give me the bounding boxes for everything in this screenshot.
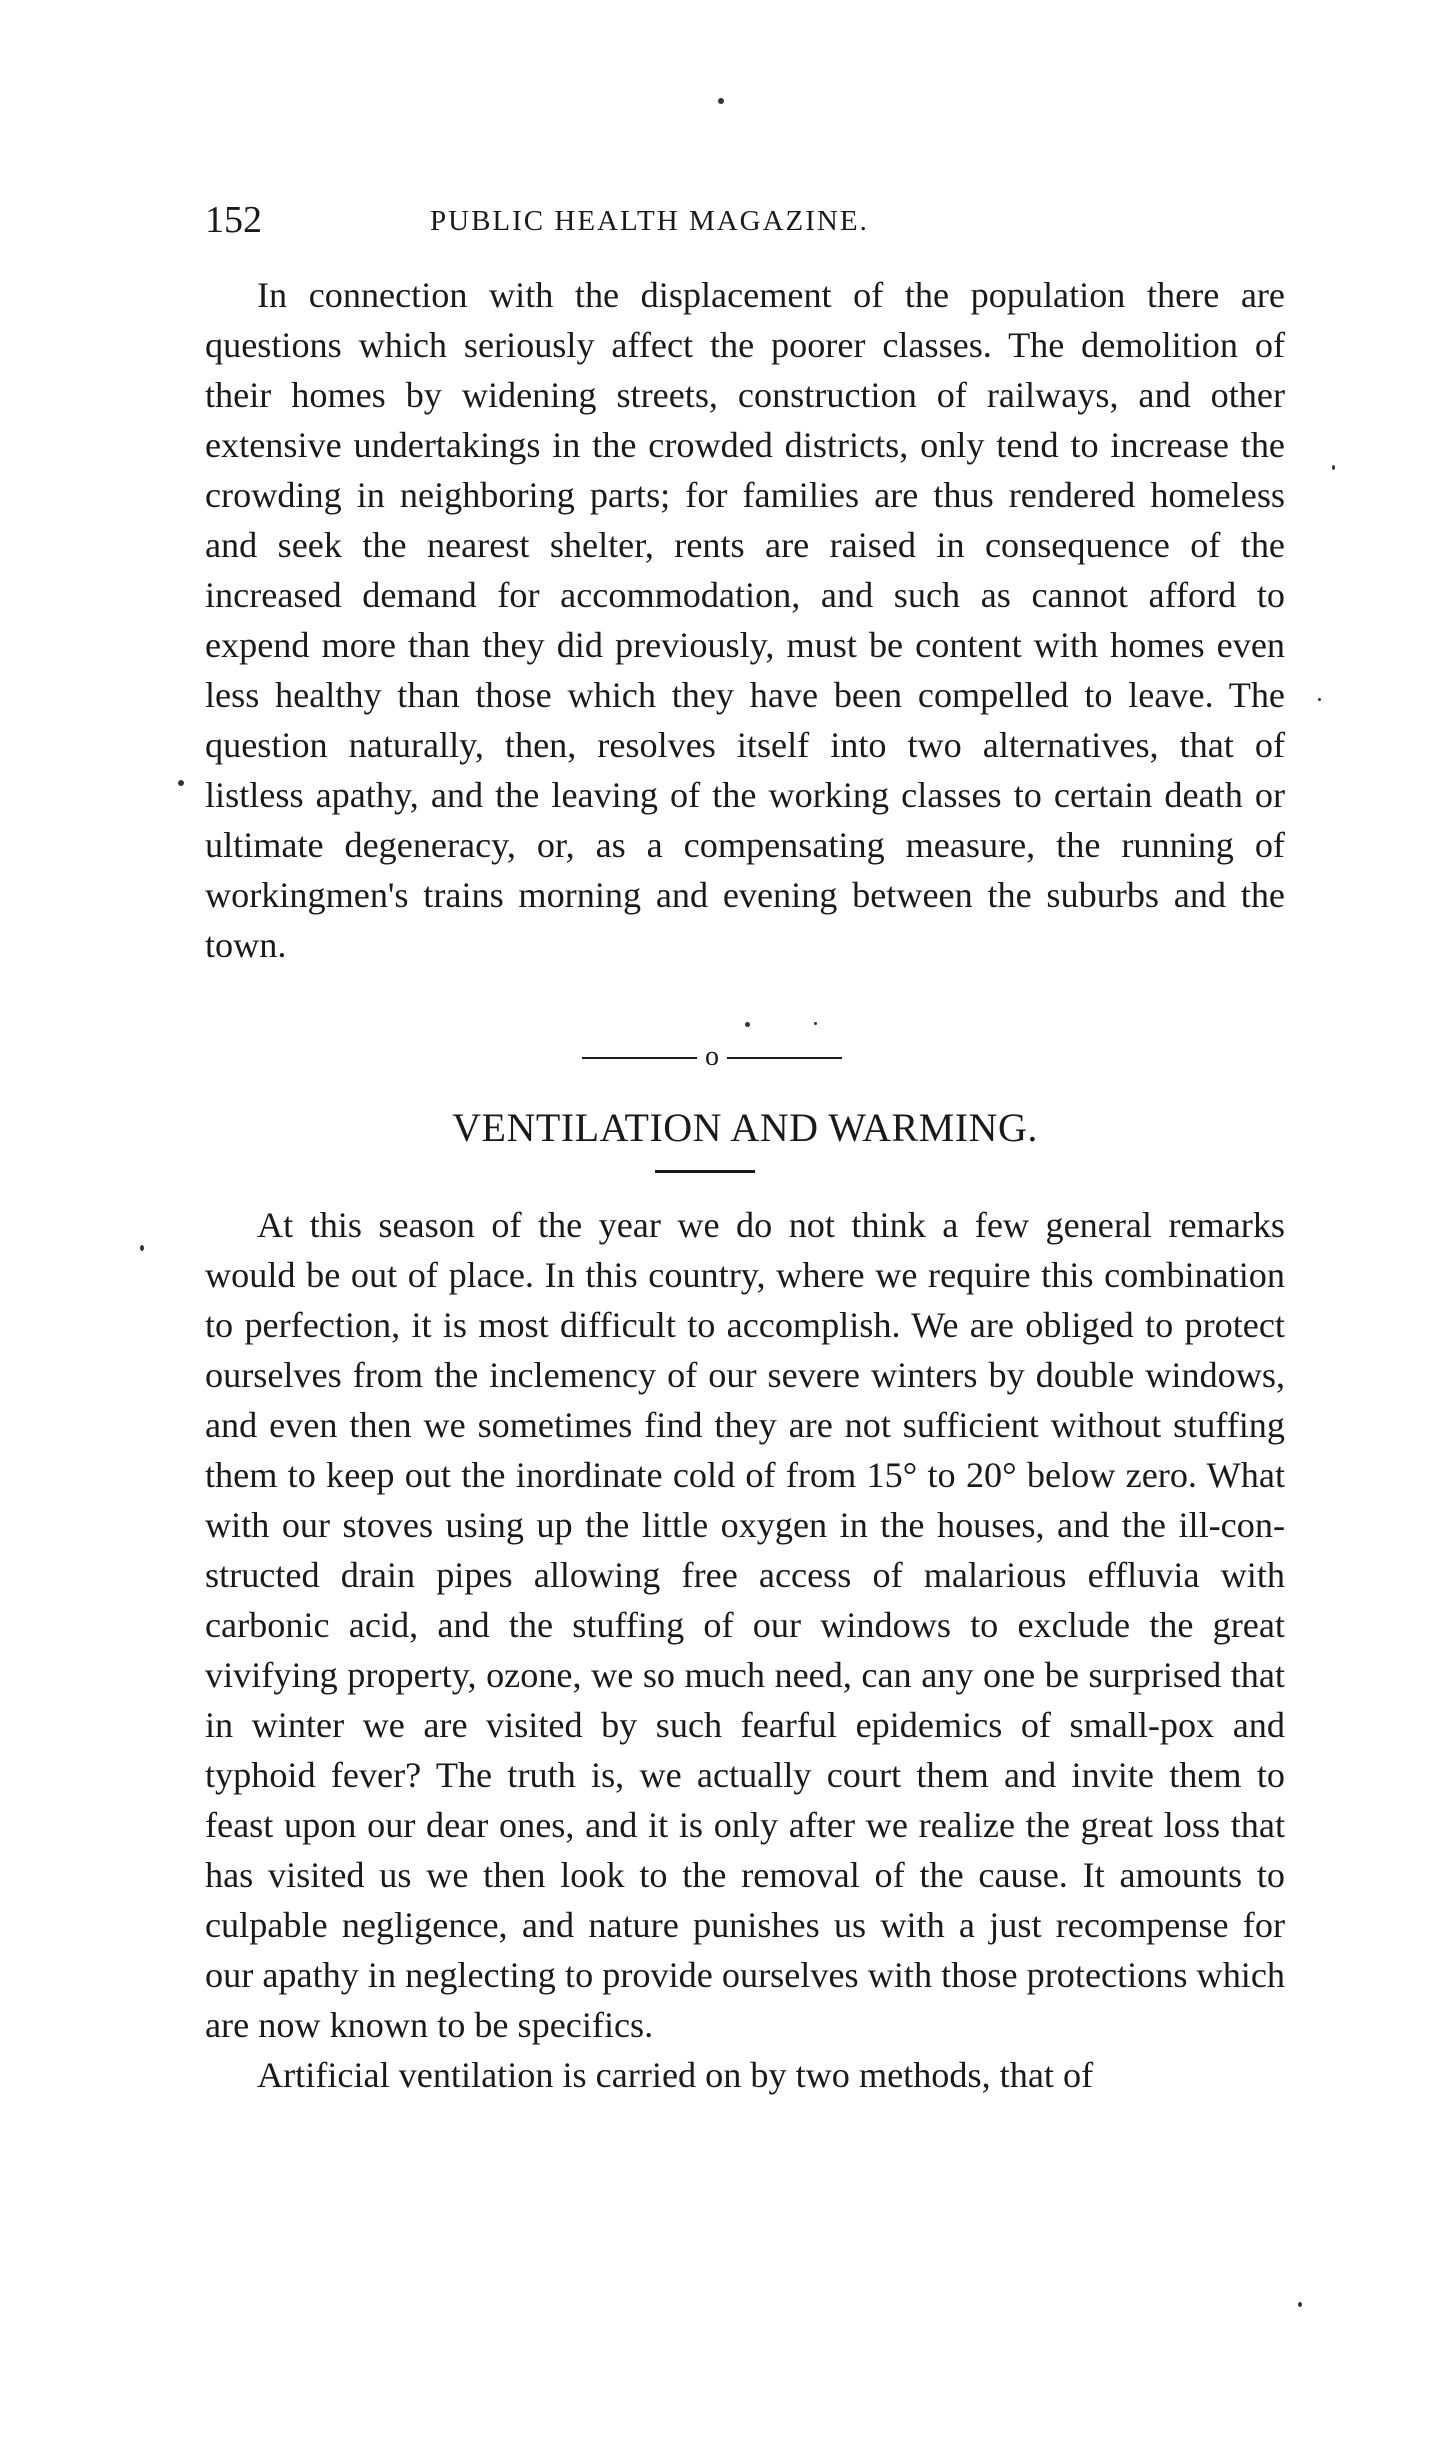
paragraph: Artificial ventilation is carried on by two methods, that of bbox=[257, 2055, 1094, 2095]
print-speck bbox=[140, 1245, 144, 1251]
print-speck bbox=[814, 1022, 817, 1025]
print-speck bbox=[178, 780, 184, 786]
print-speck bbox=[718, 98, 724, 104]
section-displacement-text bbox=[205, 270, 1285, 970]
heading-underline bbox=[655, 1170, 755, 1173]
divider-line-left bbox=[582, 1057, 697, 1059]
print-speck bbox=[1332, 465, 1335, 470]
divider-mark: o bbox=[705, 1041, 719, 1072]
paragraph: In connection with the displacement of the population there are questions which seriously affect the poorer classes. The demolition of their homes by widening streets, construction of railways, and other extensive undertakings in the crowded districts, only tend to increase the crowding in neighboring parts; for families are thus rendered homeless and seek the nearest shelter, rents are raised in consequence of the increased demand for accommodation, and such as cannot afford to expend more than they did previously, must be content with homes even less healthy than those which they have been compelled to leave. The question naturally, then, resolves itself into two alternatives, that of listless apathy, and the leaving of the working classes to certain death or ultimate degeneracy, or, as a compensating measure, the running of workingmen's trains morning and evening between the suburbs and the town. bbox=[205, 275, 1285, 965]
journal-title: PUBLIC HEALTH MAGAZINE. bbox=[430, 205, 869, 237]
section-ventilation-text bbox=[205, 1200, 1285, 2100]
section-divider bbox=[582, 1042, 842, 1072]
print-speck bbox=[1298, 2302, 1302, 2307]
running-head bbox=[205, 195, 1285, 245]
print-speck bbox=[1318, 698, 1321, 701]
print-speck bbox=[745, 1022, 750, 1027]
section-heading: VENTILATION AND WARMING. bbox=[452, 1105, 1038, 1150]
paragraph: At this season of the year we do not think a few general remarks would be out of place. In this country, where we require this combination to perfection, it is most difficult to accomplish. We are obliged to protect ourselves from the inclemency of our severe winters by double windows, and even then we sometimes find they are not sufficient without stuffing them to keep out the inordinate cold of from 15° to 20° below zero. What with our stoves using up the little oxygen in the houses, and the ill-constructed drain pipes allowing free access of malarious effluvia with carbonic acid, and the stuffing of our windows to exclude the great vivifying property, ozone, we so much need, can any one be surprised that in winter we are visited by such fearful epidemics of small-pox and typhoid fever? The truth is, we actually court them and invite them to feast upon our dear ones, and it is only after we realize the great loss that has visited us we then look to the removal of the cause. It amounts to culpable negligence, and nature punishes us with a just recompense for our apathy in neglecting to provide ourselves with those protections which are now known to be specifics. bbox=[205, 1205, 1285, 2045]
page-number: 152 bbox=[205, 199, 262, 241]
divider-line-right bbox=[727, 1057, 842, 1059]
